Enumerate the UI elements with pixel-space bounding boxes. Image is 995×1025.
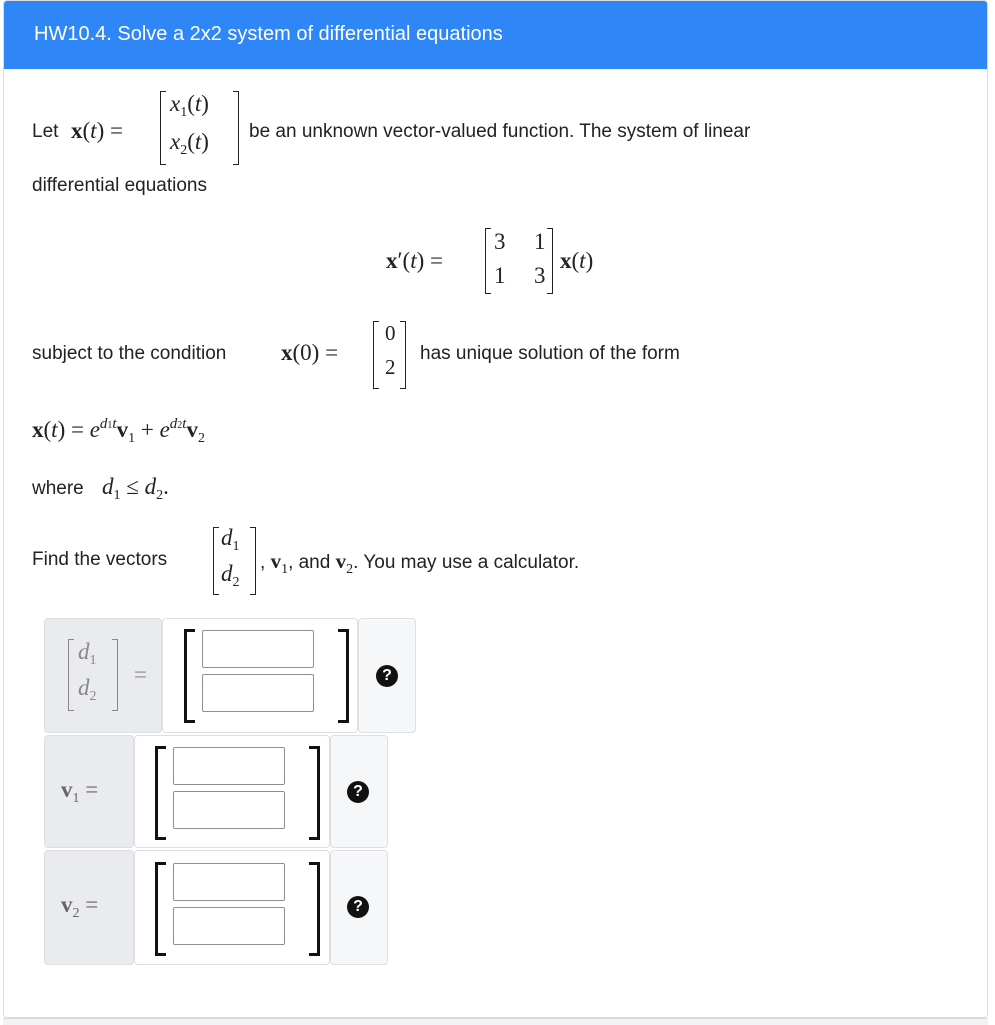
find-text: Find the vectors [32, 549, 168, 570]
matrix-a21: 1 [494, 263, 506, 288]
let-text: Let [32, 121, 59, 142]
matrix-a12: 1 [534, 229, 546, 254]
question-title: HW10.4. Solve a 2x2 system of differential equations [34, 23, 503, 45]
d1-input[interactable] [202, 630, 314, 668]
solution-form: $x(t) = e^{d1t}v_1 + e^{d2t}v_2$ [32, 416, 205, 446]
unique-text: has unique solution of the form [420, 343, 680, 364]
v1-second-input[interactable] [173, 791, 285, 829]
diffeq-text: differential equations [32, 175, 207, 196]
x-of-t-def: x(t) = [71, 118, 123, 143]
help-icon[interactable]: ? [347, 896, 369, 918]
matrix-a11: 3 [494, 229, 506, 254]
initial-condition-lhs: x(0) = [281, 340, 339, 365]
be-text: be an unknown vector-valued function. The system of linear [249, 121, 751, 142]
v1-first-input[interactable] [173, 747, 285, 785]
question-card: HW10.4. Solve a 2x2 system of differential equations Let x(t) = $x_1(t)$ $x_2(t)$ be an unknown vector-valued function. The system of linear differential equations x′(t) = 3 1 1 3 x(t) subject to the condition x(0) = 0 2 has unique solution of the form $x(t) = e^{d1t}v_1 + e^{d2t}v_2$ where $d_1 \le d_2$. Find the vectors $d_1$ $d_2$ , $v_1$, and $v_2$. You may use a calculator. $d_1$ $d_2$ = ? $v_1$ = ? $v_2$ = ? [3, 0, 988, 1018]
d2-input[interactable] [202, 674, 314, 712]
v2-first-input[interactable] [173, 863, 285, 901]
eigen-order: $d_1 \le d_2$. [102, 474, 169, 503]
matrix-a22: 3 [534, 263, 546, 288]
help-icon[interactable]: ? [347, 781, 369, 803]
where-text: where [32, 478, 84, 499]
subject-text: subject to the condition [32, 343, 227, 364]
help-icon[interactable]: ? [376, 665, 398, 687]
find-tail: , $v_1$, and $v_2$. You may use a calculator. [260, 549, 580, 577]
question-header [4, 1, 987, 69]
v2-second-input[interactable] [173, 907, 285, 945]
